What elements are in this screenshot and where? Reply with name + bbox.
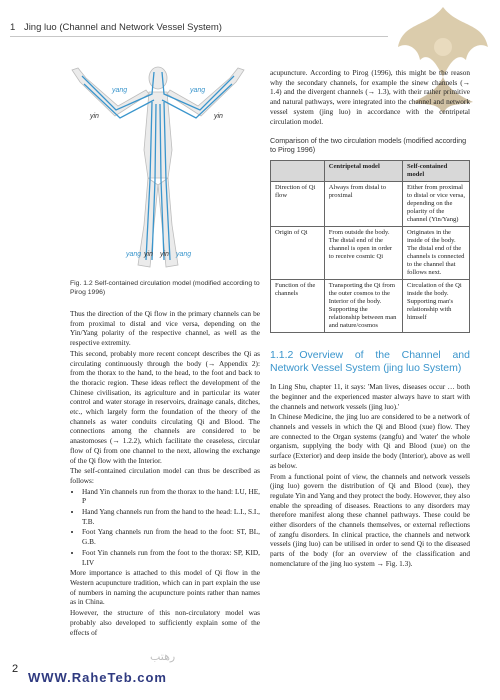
running-header [10, 22, 222, 33]
label-yang-left: yang [112, 87, 128, 94]
chapter-number: 1 [10, 22, 16, 33]
list-item: • Hand Yin channels run from the thorax to the hand: LU, HE, P [82, 487, 260, 506]
chapter-title: Jing luo (Channel and Network Vessel System) [23, 22, 222, 33]
header-rule [10, 36, 388, 37]
watermark-persian-text: رهتب [150, 650, 176, 663]
table-cell: From outside the body. The distal end of the channel is open in order to receive cosmic Qi [324, 227, 402, 280]
left-para-1: Thus the direction of the Qi flow in the primary channels can be from proximal to distal and vice versa, depending on the Yin/Yang polarity of the respective channel, as well as the respective extremity. [70, 309, 260, 348]
table-row [271, 280, 470, 333]
label-yin-right: yin [214, 113, 223, 120]
left-column [70, 280, 260, 638]
table-row [271, 227, 470, 280]
section-number: 1.1.2 [270, 349, 294, 362]
figure-caption: Fig. 1.2 Self-contained circulation model (modified according to Pirog 1996) [70, 280, 260, 296]
label-yang-right: yang [190, 87, 206, 94]
list-item: • Foot Yin channels run from the foot to the thorax: SP, KID, LIV [82, 548, 260, 567]
table-header-cell: Self-contained model [402, 161, 469, 182]
label-yang-bottom-right: yang [176, 251, 192, 258]
table-header-cell [271, 161, 325, 182]
left-para-5: However, the structure of this non-circulatory model was probably also developed to sufficiently explain some of the effects of [70, 608, 260, 637]
left-para-3: The self-contained circulation model can thus be described as follows: [70, 466, 260, 485]
list-item: • Hand Yang channels run from the hand to the head: L.I., S.I., T.B. [82, 507, 260, 526]
table-cell: Circulation of the Qi inside the body. Supporting man's relationship with himself [402, 280, 469, 333]
table-cell: Function of the channels [271, 280, 325, 333]
left-para-2: This second, probably more recent concept describes the Qi as circulating continuously through the body (→ Appendix 2): from the thorax to the hand, to the head, to the foot and back to the thoracic region. These ideas reflect the development of the Chinese civilisation, its agriculture and in particular its water control and water storage in reservoirs, drainage canals, ditches, etc., which largely form the foundation of the theory of the channels as water conduits circulating Qi and Blood. The connections among the channels are considered to be anastomoses (→ 1.2.2), which facilitate the ceaseless, circular flow of Qi from one channel to the next, allowing the exchange of the Qi flow with the Interior. [70, 348, 260, 465]
right-para-2: In Ling Shu, chapter 11, it says: 'Man lives, diseases occur … both the beginner and the experienced master always have to start with the channels and network vessels (jing luo).' [270, 382, 470, 411]
right-column [270, 68, 470, 570]
table-header-row [271, 161, 470, 182]
right-para-1: acupuncture. According to Pirog (1996), this might be the reason why the secondary channels, for example the sinew channels (→ 1.4) and the divergent channels (→ 1.3), with their rather primitive and natural pathways, were integrated into the channel and network vessel system (jing luo) in accordance with the centripetal circulation model. [270, 68, 470, 126]
label-yin-left: yin [90, 113, 99, 120]
table-cell: Originates in the inside of the body. The distal end of the channels is connected to the channel that follows next. [402, 227, 469, 280]
right-para-3: In Chinese Medicine, the jing luo are considered to be a network of channels and vessels in which the Qi and Blood (xue) flow. They are connected to the Organ systems (zangfu) and 'water' the whole organism, supplying the body with Qi and Blood (xue) on the surface (Exterior) and deep inside the body (Interior), above as well as below. [270, 412, 470, 470]
table-row [271, 182, 470, 227]
table-cell: Either from proximal to distal or vice versa, depending on the polarity of the channel (Yin/Yang) [402, 182, 469, 227]
label-yin-bottom-right: yin [160, 251, 169, 258]
section-title: Overview of the Channel and Network Vessel System (jing luo System) [270, 349, 470, 374]
label-yin-bottom-center: yin [144, 251, 153, 258]
comparison-table [270, 160, 470, 333]
circulation-figure [60, 60, 255, 275]
table-cell: Transporting the Qi from the outer cosmos to the Interior of the body. Supporting the relationship between man and nature/cosmos [324, 280, 402, 333]
table-cell: Always from distal to proximal [324, 182, 402, 227]
left-para-4: More importance is attached to this model of Qi flow in the Western acupuncture tradition, which can in part explain the use of numbers in naming the acupuncture points rather than names as in China. [70, 568, 260, 607]
page-number: 2 [12, 663, 19, 675]
table-caption: Comparison of the two circulation models (modified according to Pirog 1996) [270, 136, 467, 155]
section-heading [270, 349, 470, 374]
label-yang-bottom-left: yang [126, 251, 142, 258]
right-para-4: From a functional point of view, the channels and network vessels (jing luo) govern the distribution of Qi and Blood (xue), they regulate Yin and Yang and they protect the body. However, they also enable the spreading of diseases. Reactions to any disorders may therefore manifest along these channel pathways. These could be either disorders of the channels themselves, or external reflections of zangfu disorders. In clinical practice, the channels and network vessels (jing luo) can be utilised in order to send Qi to the diseased parts of the body (for an overview of the classification and nomenclature of the jing luo system → Fig. 1.3). [270, 471, 470, 568]
list-item: • Foot Yang channels run from the head to the foot: ST, BL, G.B. [82, 527, 260, 546]
watermark-url: WWW.RaheTeb.com [28, 670, 167, 685]
table-cell: Origin of Qi [271, 227, 325, 280]
channel-bullet-list [70, 487, 260, 568]
table-header-cell: Centripetal model [324, 161, 402, 182]
table-cell: Direction of Qi flow [271, 182, 325, 227]
